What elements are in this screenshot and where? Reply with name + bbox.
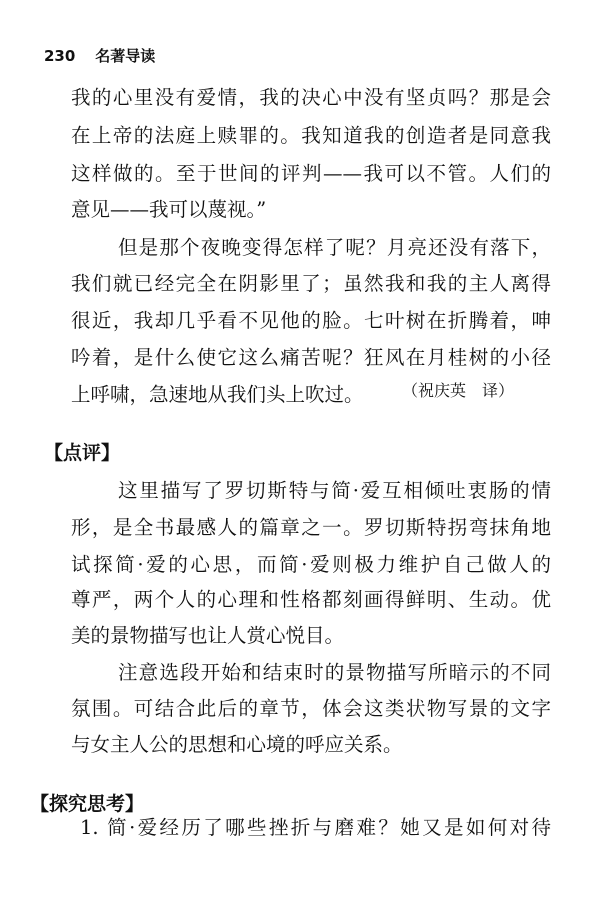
excerpt-line: 但是那个夜晚变得怎样了呢？月亮还没有落下，	[118, 236, 551, 259]
inquiry-heading: 【探究思考】	[30, 793, 145, 815]
excerpt-line: 很近，我却几乎看不见他的脸。七叶树在折腾着，呻	[71, 309, 551, 332]
commentary-heading: 【点评】	[44, 442, 121, 464]
excerpt-line: 我的心里没有爱情，我的决心中没有坚贞吗？那是会	[71, 86, 551, 109]
excerpt-line: 我们就已经完全在阴影里了；虽然我和我的主人离得	[71, 272, 551, 295]
excerpt-line: 这样做的。至于世间的评判——我可以不管。人们的	[71, 162, 551, 185]
commentary-line: 美的景物描写也让人赏心悦目。	[71, 624, 345, 647]
book-title: 名著导读	[95, 47, 156, 65]
commentary-line: 尊严，两个人的心理和性格都刻画得鲜明、生动。优	[71, 588, 551, 611]
commentary-line: 形，是全书最感人的篇章之一。罗切斯特拐弯抹角地	[71, 516, 551, 539]
commentary-line: 与女主人公的思想和心境的呼应关系。	[71, 733, 403, 756]
page-number: 230	[44, 47, 76, 65]
inquiry-question: 1. 简·爱经历了哪些挫折与磨难？她又是如何对待	[80, 816, 551, 839]
commentary-line: 注意选段开始和结束时的景物描写所暗示的不同	[118, 661, 551, 684]
commentary-line: 这里描写了罗切斯特与简·爱互相倾吐衷肠的情	[118, 479, 551, 502]
excerpt-line: 意见——我可以蔑视。”	[71, 198, 267, 221]
commentary-line: 试探简·爱的心思，而简·爱则极力维护自己做人的	[71, 553, 551, 576]
excerpt-line: 在上帝的法庭上赎罪的。我知道我的创造者是同意我	[71, 124, 551, 147]
translator-credit: （祝庆英 译）	[402, 381, 515, 400]
commentary-line: 氛围。可结合此后的章节，体会这类状物写景的文字	[71, 697, 551, 720]
running-header	[44, 45, 155, 66]
excerpt-line: 上呼啸，急速地从我们头上吹过。	[71, 383, 364, 406]
excerpt-line: 吟着，是什么使它这么痛苦呢？狂风在月桂树的小径	[71, 346, 551, 369]
